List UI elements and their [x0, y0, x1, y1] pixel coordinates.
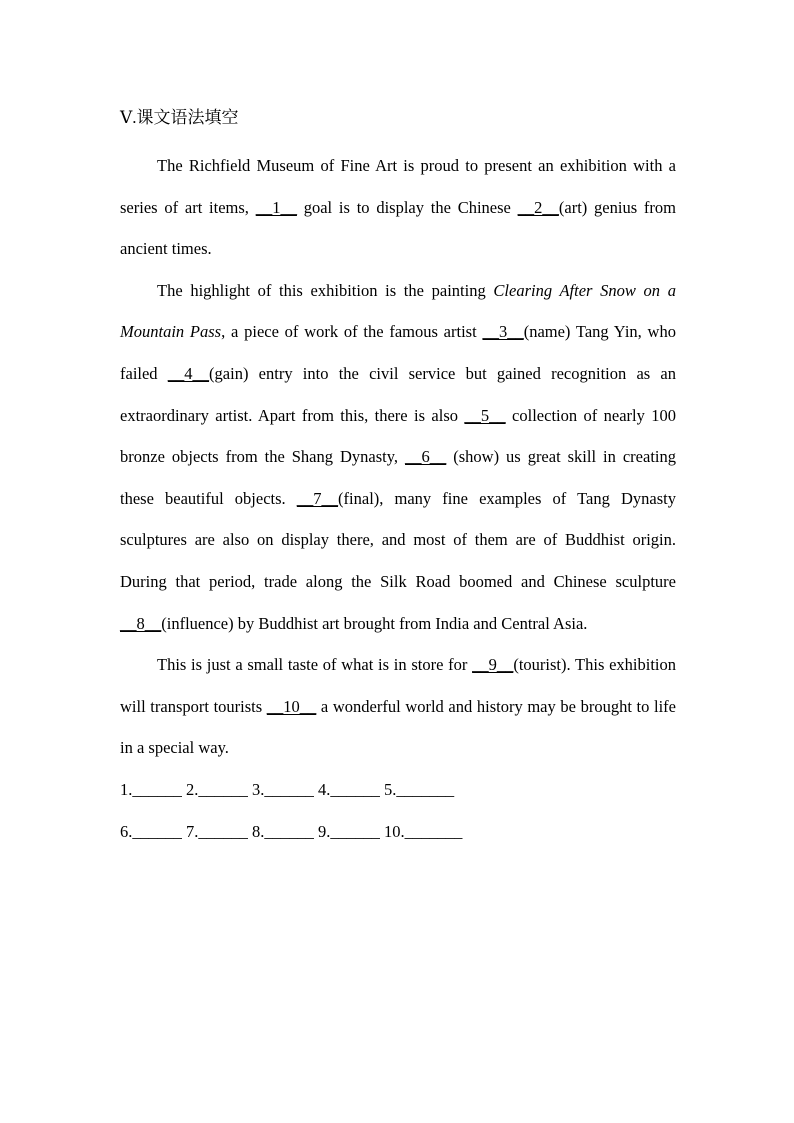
answer-blank-2[interactable]: 2.______ [186, 779, 248, 799]
paragraph-text: The Richfield Museum of Fine Art is proud to present an exhibition with a series of art items, [120, 156, 676, 217]
answer-blank-5[interactable]: 5._______ [384, 779, 455, 799]
blank-1: __1__ [255, 197, 297, 217]
answer-blank-1[interactable]: 1.______ [120, 779, 182, 799]
blank-5: __5__ [464, 405, 506, 425]
paragraph-text: (show) us great skill in creating these beautiful objects. [120, 447, 676, 508]
paragraph-text: collection of nearly 100 bronze objects from the Shang Dynasty, [120, 405, 677, 467]
answer-blank-7[interactable]: 7.______ [186, 821, 248, 841]
blank-9: __9__ [472, 655, 514, 675]
blank-2: __2__ [517, 197, 559, 217]
document-page [120, 104, 676, 852]
paragraph-text: , a piece of work of the famous artist [221, 322, 483, 342]
answer-blank-10[interactable]: 10._______ [384, 821, 463, 841]
painting-title: Clearing After Snow on a Mountain Pass [120, 280, 676, 342]
answer-blank-3[interactable]: 3.______ [252, 779, 314, 799]
answer-blank-9[interactable]: 9.______ [318, 821, 380, 841]
answer-row-1 [120, 769, 676, 811]
paragraph-text: This is just a small taste of what is in store for [157, 655, 473, 675]
paragraph-text: a wonderful world and history may be brought to life in a special way. [120, 696, 676, 758]
paragraph-text: (final), many fine examples of Tang Dynasty sculptures are also on display there, and most of them are of Buddhist origin. During that period, trade along the Silk Road boomed and Chinese sculpture [120, 488, 676, 591]
paragraph-text: (gain) entry into the civil service but gained recognition as an extraordinary artist. Apart from this, there is also [120, 363, 677, 425]
paragraph-1 [120, 145, 676, 270]
answer-row-2 [120, 811, 676, 853]
blank-6: __6__ [405, 447, 447, 467]
section-title: Ⅴ.课文语法填空 [120, 108, 239, 127]
paragraph-text: (tourist). This exhibition will transport tourists [120, 655, 676, 716]
paragraph-text: The highlight of this exhibition is the painting [157, 280, 494, 300]
paragraph-2 [120, 270, 676, 644]
blank-7: __7__ [296, 488, 339, 508]
paragraph-text: (art) genius from ancient times. [120, 197, 676, 259]
blank-4: __4__ [167, 363, 210, 383]
blank-10: __10__ [266, 696, 317, 716]
paragraph-3 [120, 644, 676, 769]
blank-3: __3__ [482, 322, 524, 342]
paragraph-text: (influence) by Buddhist art brought from India and Central Asia. [161, 613, 588, 633]
paragraph-text: goal is to display the Chinese [296, 197, 518, 217]
answer-blank-6[interactable]: 6.______ [120, 821, 182, 841]
blank-8: __8__ [120, 613, 162, 633]
paragraph-text: (name) Tang Yin, who failed [120, 322, 676, 383]
answer-blank-8[interactable]: 8.______ [252, 821, 314, 841]
answer-blank-4[interactable]: 4.______ [318, 779, 380, 799]
